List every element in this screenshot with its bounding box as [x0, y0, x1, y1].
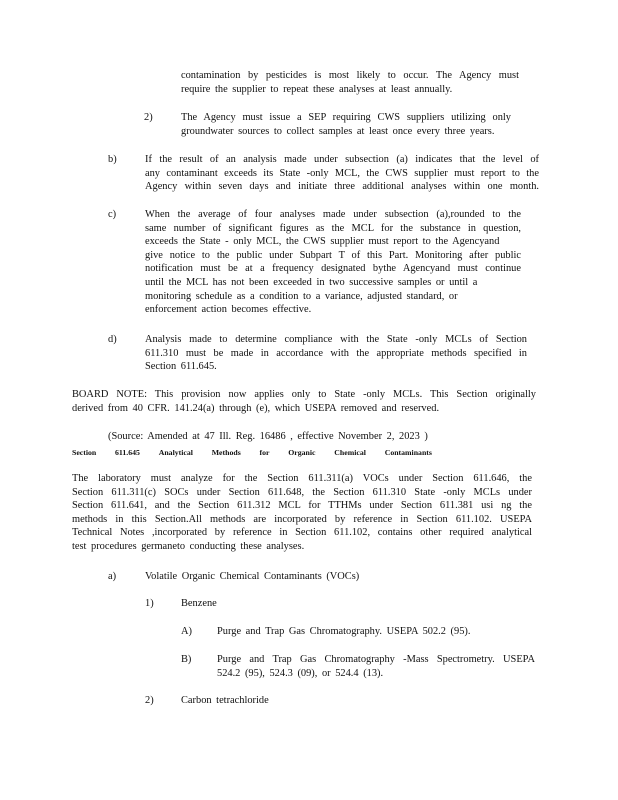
item-label: A) — [181, 626, 192, 637]
text-line: Agency within seven days and initiate three additional analyses within one month. — [145, 181, 539, 193]
text-line: The laboratory must analyze for the Section 611.311(a) VOCs under Section 611.646, the — [72, 473, 532, 484]
text-line: until the MCL has not been exceeded in two successive samples or until a — [145, 276, 478, 288]
text-line: contamination by pesticides is most likely to occur. The Agency must — [181, 70, 519, 81]
item-2-paragraph — [181, 111, 511, 138]
source-note — [108, 430, 428, 444]
section-heading — [72, 446, 432, 460]
item-label: a) — [108, 571, 117, 582]
item-b-paragraph — [145, 153, 539, 194]
heading-word: for — [259, 448, 270, 457]
text-line: groundwater sources to collect samples at least once every three years. — [181, 125, 495, 137]
text-line: Purge and Trap Gas Chromatography. USEPA 502.2 (95). — [217, 626, 471, 637]
text-line: give notice to the public under Subpart T of this Part. Monitoring after public — [145, 249, 521, 261]
item-c-paragraph — [145, 208, 521, 317]
heading-word: Section — [72, 448, 97, 457]
text-line: BOARD NOTE: This provision now applies only to State -only MCLs. This Section originally — [72, 389, 536, 400]
text-line: Section 611.311(c) SOCs under Section 611.648, the Section 611.310 State -only MCLs under — [72, 486, 532, 498]
text-line: monitoring schedule as a condition to a variance, adjusted standard, or — [145, 290, 458, 302]
text-line: Technical Notes ,incorporated by reference in Section 611.102, contains other required analytical — [72, 527, 532, 539]
text-line: require the supplier to repeat these analyses at least annually. — [181, 83, 453, 95]
text-line: Volatile Organic Chemical Contaminants (VOCs) — [145, 571, 360, 582]
item-label: 1) — [145, 598, 154, 609]
item-a-heading — [145, 570, 359, 584]
text-line: (Source: Amended at 47 Ill. Reg. 16486 , effective November 2, 2023 ) — [108, 431, 428, 442]
item-label: d) — [108, 334, 117, 345]
text-line: Section 611.645. — [145, 361, 217, 373]
heading-word: Analytical — [158, 448, 193, 457]
text-line: 611.310 must be made in accordance with the appropriate methods specified in — [145, 347, 527, 359]
heading-word: Contaminants — [384, 448, 432, 457]
text-line: same number of significant figures as the MCL for the substance in question, — [145, 222, 521, 234]
item-label: B) — [181, 654, 192, 665]
text-line: Benzene — [181, 598, 217, 609]
heading-word: Organic — [288, 448, 316, 457]
text-line: Section 611.641, and the Section 611.312 MCL for TTHMs under Section 611.381 usi ng the — [72, 500, 532, 512]
text-line: Purge and Trap Gas Chromatography -Mass Spectrometry. USEPA — [217, 654, 535, 665]
item-label: 2) — [145, 695, 154, 706]
text-line: any contaminant exceeds its State -only MCL, the CWS supplier must report to the — [145, 167, 539, 179]
board-note — [72, 388, 536, 415]
item-a2-heading — [181, 694, 269, 708]
text-line: Analysis made to determine compliance with the State -only MCLs of Section — [145, 334, 527, 345]
text-line: If the result of an analysis made under subsection (a) indicates that the level of — [145, 154, 539, 165]
text-line: The Agency must issue a SEP requiring CWS suppliers utilizing only — [181, 112, 511, 123]
text-line: exceeds the State - only MCL, the CWS supplier must report to the Agencyand — [145, 236, 500, 248]
heading-word: 611.645 — [115, 448, 140, 457]
item-a1-heading — [181, 597, 217, 611]
item-a1B-text — [217, 653, 535, 680]
item-label: c) — [108, 209, 117, 220]
text-line: methods in this Section.All methods are incorporated by reference in Section 611.102. USEPA — [72, 513, 532, 525]
item-a1A-text — [217, 625, 470, 639]
item-d-paragraph — [145, 333, 527, 374]
text-line: When the average of four analyses made under subsection (a),rounded to the — [145, 209, 521, 220]
text-line: test procedures germaneto conducting these analyses. — [72, 540, 305, 552]
text-line: derived from 40 CFR. 141.24(a) through (e), which USEPA removed and reserved. — [72, 402, 440, 414]
heading-word: Chemical — [334, 448, 366, 457]
item-label: 2) — [144, 112, 153, 123]
text-line: Carbon tetrachloride — [181, 695, 269, 706]
text-line: 524.2 (95), 524.3 (09), or 524.4 (13). — [217, 667, 384, 679]
body-paragraph — [72, 472, 532, 554]
item-label: b) — [108, 154, 117, 165]
intro-paragraph — [181, 69, 519, 96]
text-line: enforcement action becomes effective. — [145, 304, 312, 316]
heading-word: Methods — [211, 448, 241, 457]
text-line: notification must be at a frequency designated bythe Agencyand must continue — [145, 263, 521, 275]
